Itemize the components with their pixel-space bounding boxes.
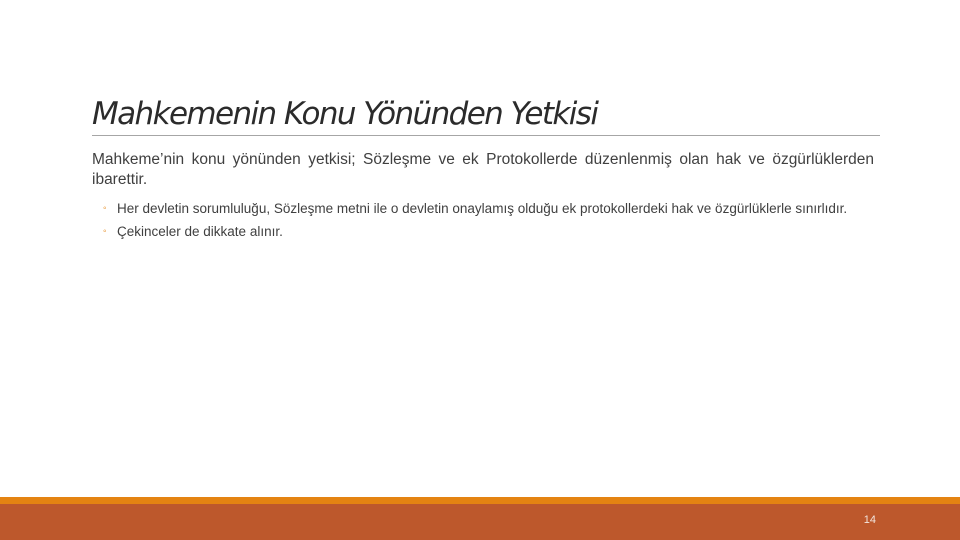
bullet-circle-icon: ◦	[103, 226, 107, 237]
list-item	[103, 223, 874, 240]
lead-paragraph: Mahkeme’nin konu yönünden yetkisi; Sözleşme ve ek Protokollerde düzenlenmiş olan hak ve özgürlüklerden ibarettir.	[92, 151, 874, 188]
bullet-text: Her devletin sorumluluğu, Sözleşme metni ile o devletin onaylamış olduğu ek protokollerdeki hak ve özgürlüklerle sınırlıdır.	[117, 201, 848, 216]
bullet-text: Çekinceler de dikkate alınır.	[117, 224, 283, 239]
bullet-list	[92, 200, 874, 240]
footer-band	[0, 504, 960, 540]
list-item	[103, 200, 874, 217]
bullet-circle-icon: ◦	[103, 203, 107, 214]
slide-title: Mahkemenin Konu Yönünden Yetkisi	[92, 96, 598, 132]
slide-body	[92, 150, 874, 246]
page-number: 14	[863, 514, 876, 526]
footer-accent-stripe	[0, 497, 960, 504]
title-divider	[92, 135, 880, 136]
